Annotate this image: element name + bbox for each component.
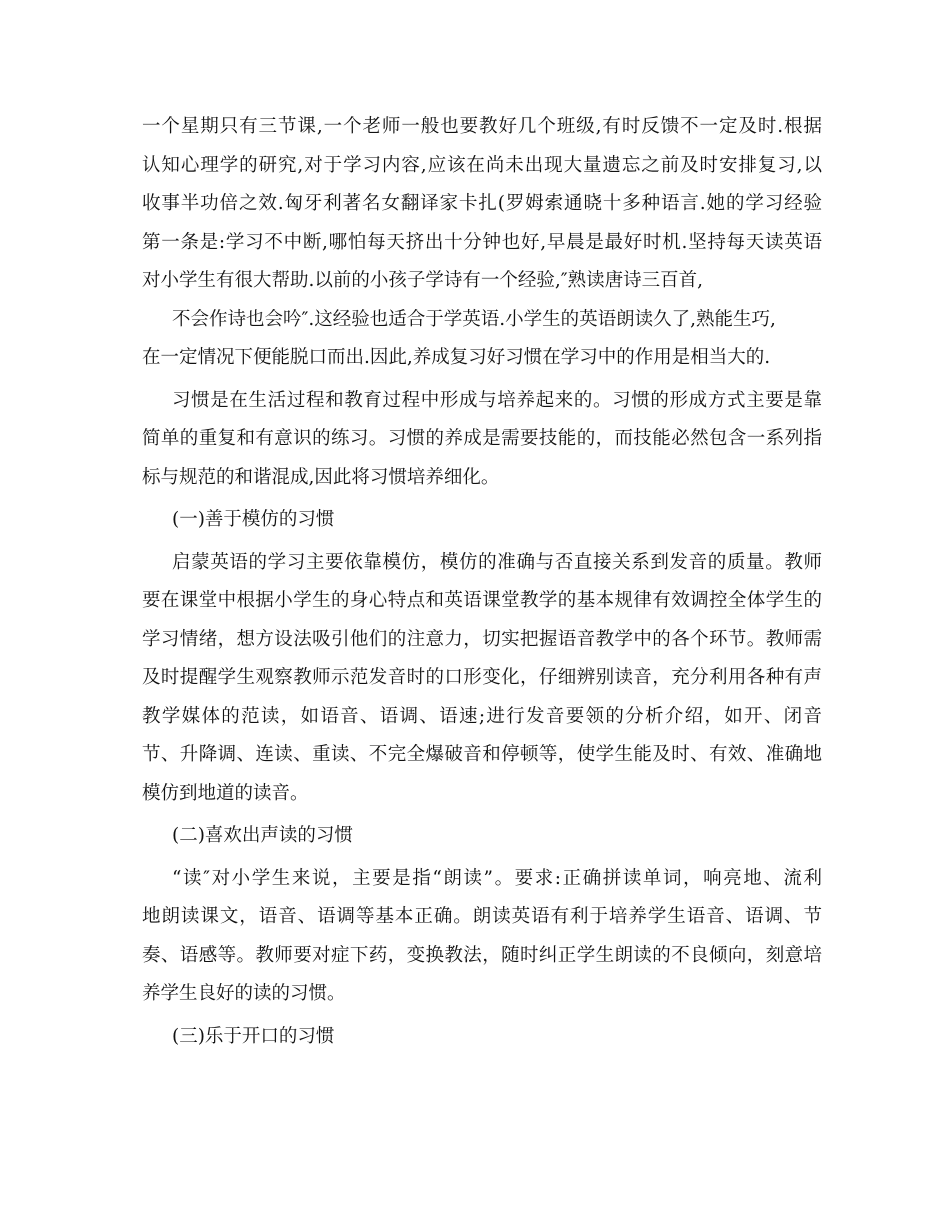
text-line: 一个星期只有三节课,一个老师一般也要教好几个班级,有时反馈不一定及时.根据 [142,116,822,137]
text-line: 不会作诗也会吟″.这经验也适合于学英语.小学生的英语朗读久了,熟能生巧, [172,308,776,330]
text-line: 及时提醒学生观察教师示范发音时的口形变化，仔细辨别读音，充分利用各种有声 [142,667,822,688]
text-line: 在一定情况下便能脱口而出.因此,养成复习好习惯在学习中的作用是相当大的. [142,347,771,368]
text-line: 学习情绪，想方设法吸引他们的注意力，切实把握语音教学中的各个环节。教师需 [142,628,822,650]
text-line: 简单的重复和有意识的练习。习惯的养成是需要技能的，而技能必然包含一系列指 [142,428,822,449]
text-line: 收事半功倍之效.匈牙利著名女翻译家卡扎(罗姆索通晓十多种语言.她的学习经验 [142,193,822,214]
text-line: (一)善于模仿的习惯 [172,509,335,530]
text-line: 启蒙英语的学习主要依靠模仿，模仿的准确与否直接关系到发音的质量。教师 [172,551,822,573]
text-line: 教学媒体的范读，如语音、语调、语速;进行发音要领的分析介绍，如开、闭音 [142,705,822,727]
text-line: (三)乐于开口的习惯 [172,1025,335,1047]
text-line: 第一条是:学习不中断,哪怕每天挤出十分钟也好,早晨是最好时机.坚持每天读英语 [142,231,822,253]
text-line: 地朗读课文，语音、语调等基本正确。朗读英语有利于培养学生语音、语调、节 [142,906,822,927]
document-body [142,108,822,1056]
text-line: 养学生良好的读的习惯。 [142,983,346,1004]
text-line: 标与规范的和谐混成,因此将习惯培养细化。 [142,466,500,488]
text-line: 对小学生有很大帮助.以前的小孩子学诗有一个经验,″熟读唐诗三百首, [142,270,704,291]
text-line: 模仿到地道的读音。 [142,782,309,804]
text-line: 习惯是在生活过程和教育过程中形成与培养起来的。习惯的形成方式主要是靠 [172,389,822,411]
text-line: 认知心理学的研究,对于学习内容,应该在尚未出现大量遗忘之前及时安排复习,以 [142,154,822,176]
text-line: 要在课堂中根据小学生的身心特点和英语课堂教学的基本规律有效调控全体学生的 [142,590,822,611]
text-line: “读″对小学生来说，主要是指“朗读”。要求:正确拼读单词，响亮地、流利 [172,867,822,889]
text-line: (二)喜欢出声读的习惯 [172,825,353,846]
text-line: 奏、语感等。教师要对症下药，变换教法，随时纠正学生朗读的不良倾向，刻意培 [142,944,822,966]
text-line: 节、升降调、连读、重读、不完全爆破音和停顿等，使学生能及时、有效、准确地 [142,744,822,765]
